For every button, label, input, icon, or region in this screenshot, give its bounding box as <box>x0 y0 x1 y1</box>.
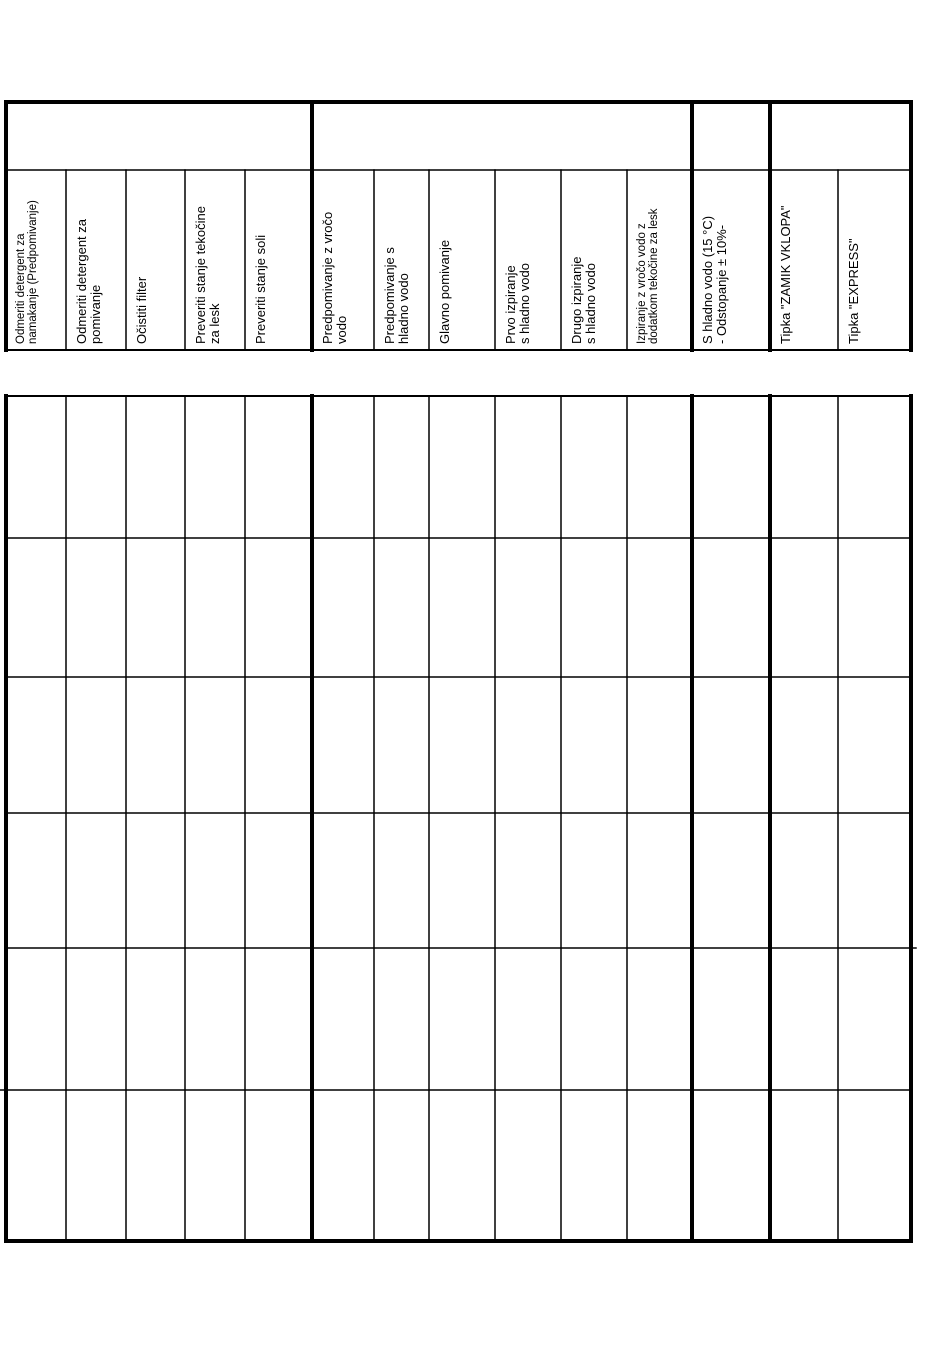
column-header-text: Predpomivanje z vročo <box>320 211 335 344</box>
column-header-1-2 <box>438 174 452 344</box>
column-header-1-3 <box>504 174 533 344</box>
column-header-text: Tipka "EXPRESS" <box>846 238 861 344</box>
column-header-text: Odmeriti detergent za <box>74 218 89 344</box>
column-header-text: s hladno vodo <box>583 263 599 344</box>
column-header-0-3 <box>194 174 223 344</box>
column-header-text: Izpiranje z vročo vodo z <box>636 223 648 344</box>
column-header-text: hladno vodo <box>396 273 412 344</box>
column-header-3-1 <box>847 174 861 344</box>
column-header-0-2 <box>135 174 149 344</box>
column-header-text: Glavno pomivanje <box>437 239 452 344</box>
column-header-text: Tipka "ZAMIK VKLOPA" <box>778 205 793 344</box>
column-header-text: namakanje (Predpomivanje) <box>27 200 40 344</box>
column-header-text: vodo <box>334 315 350 344</box>
column-header-text: Predpomivanje s <box>382 247 397 344</box>
column-header-3-0 <box>779 174 793 344</box>
column-header-text: S hladno vodo (15 °C) <box>700 215 715 344</box>
column-header-text: pomivanje <box>88 284 104 344</box>
column-header-text: s hladno vodo <box>517 263 533 344</box>
column-header-text: za lesk <box>207 303 223 344</box>
column-header-text: - Odstopanje ± 10%- <box>714 224 730 344</box>
column-header-text: Drugo izpiranje <box>569 256 584 344</box>
column-header-text: Odmeriti detergent za <box>15 233 27 344</box>
column-header-0-1 <box>75 174 104 344</box>
column-header-text: Očistiti filter <box>134 276 149 344</box>
column-header-0-0 <box>15 174 40 344</box>
column-header-0-4 <box>254 174 268 344</box>
column-header-1-0 <box>321 174 350 344</box>
column-header-1-4 <box>570 174 599 344</box>
column-header-1-5 <box>636 174 661 344</box>
column-header-text: Prvo izpiranje <box>503 265 518 344</box>
column-header-text: Preveriti stanje tekočine <box>193 205 208 344</box>
column-header-text: dodatkom tekočine za lesk <box>648 208 661 344</box>
column-header-text: Preveriti stanje soli <box>253 234 268 344</box>
column-header-2-0 <box>701 174 730 344</box>
column-header-1-1 <box>383 174 412 344</box>
